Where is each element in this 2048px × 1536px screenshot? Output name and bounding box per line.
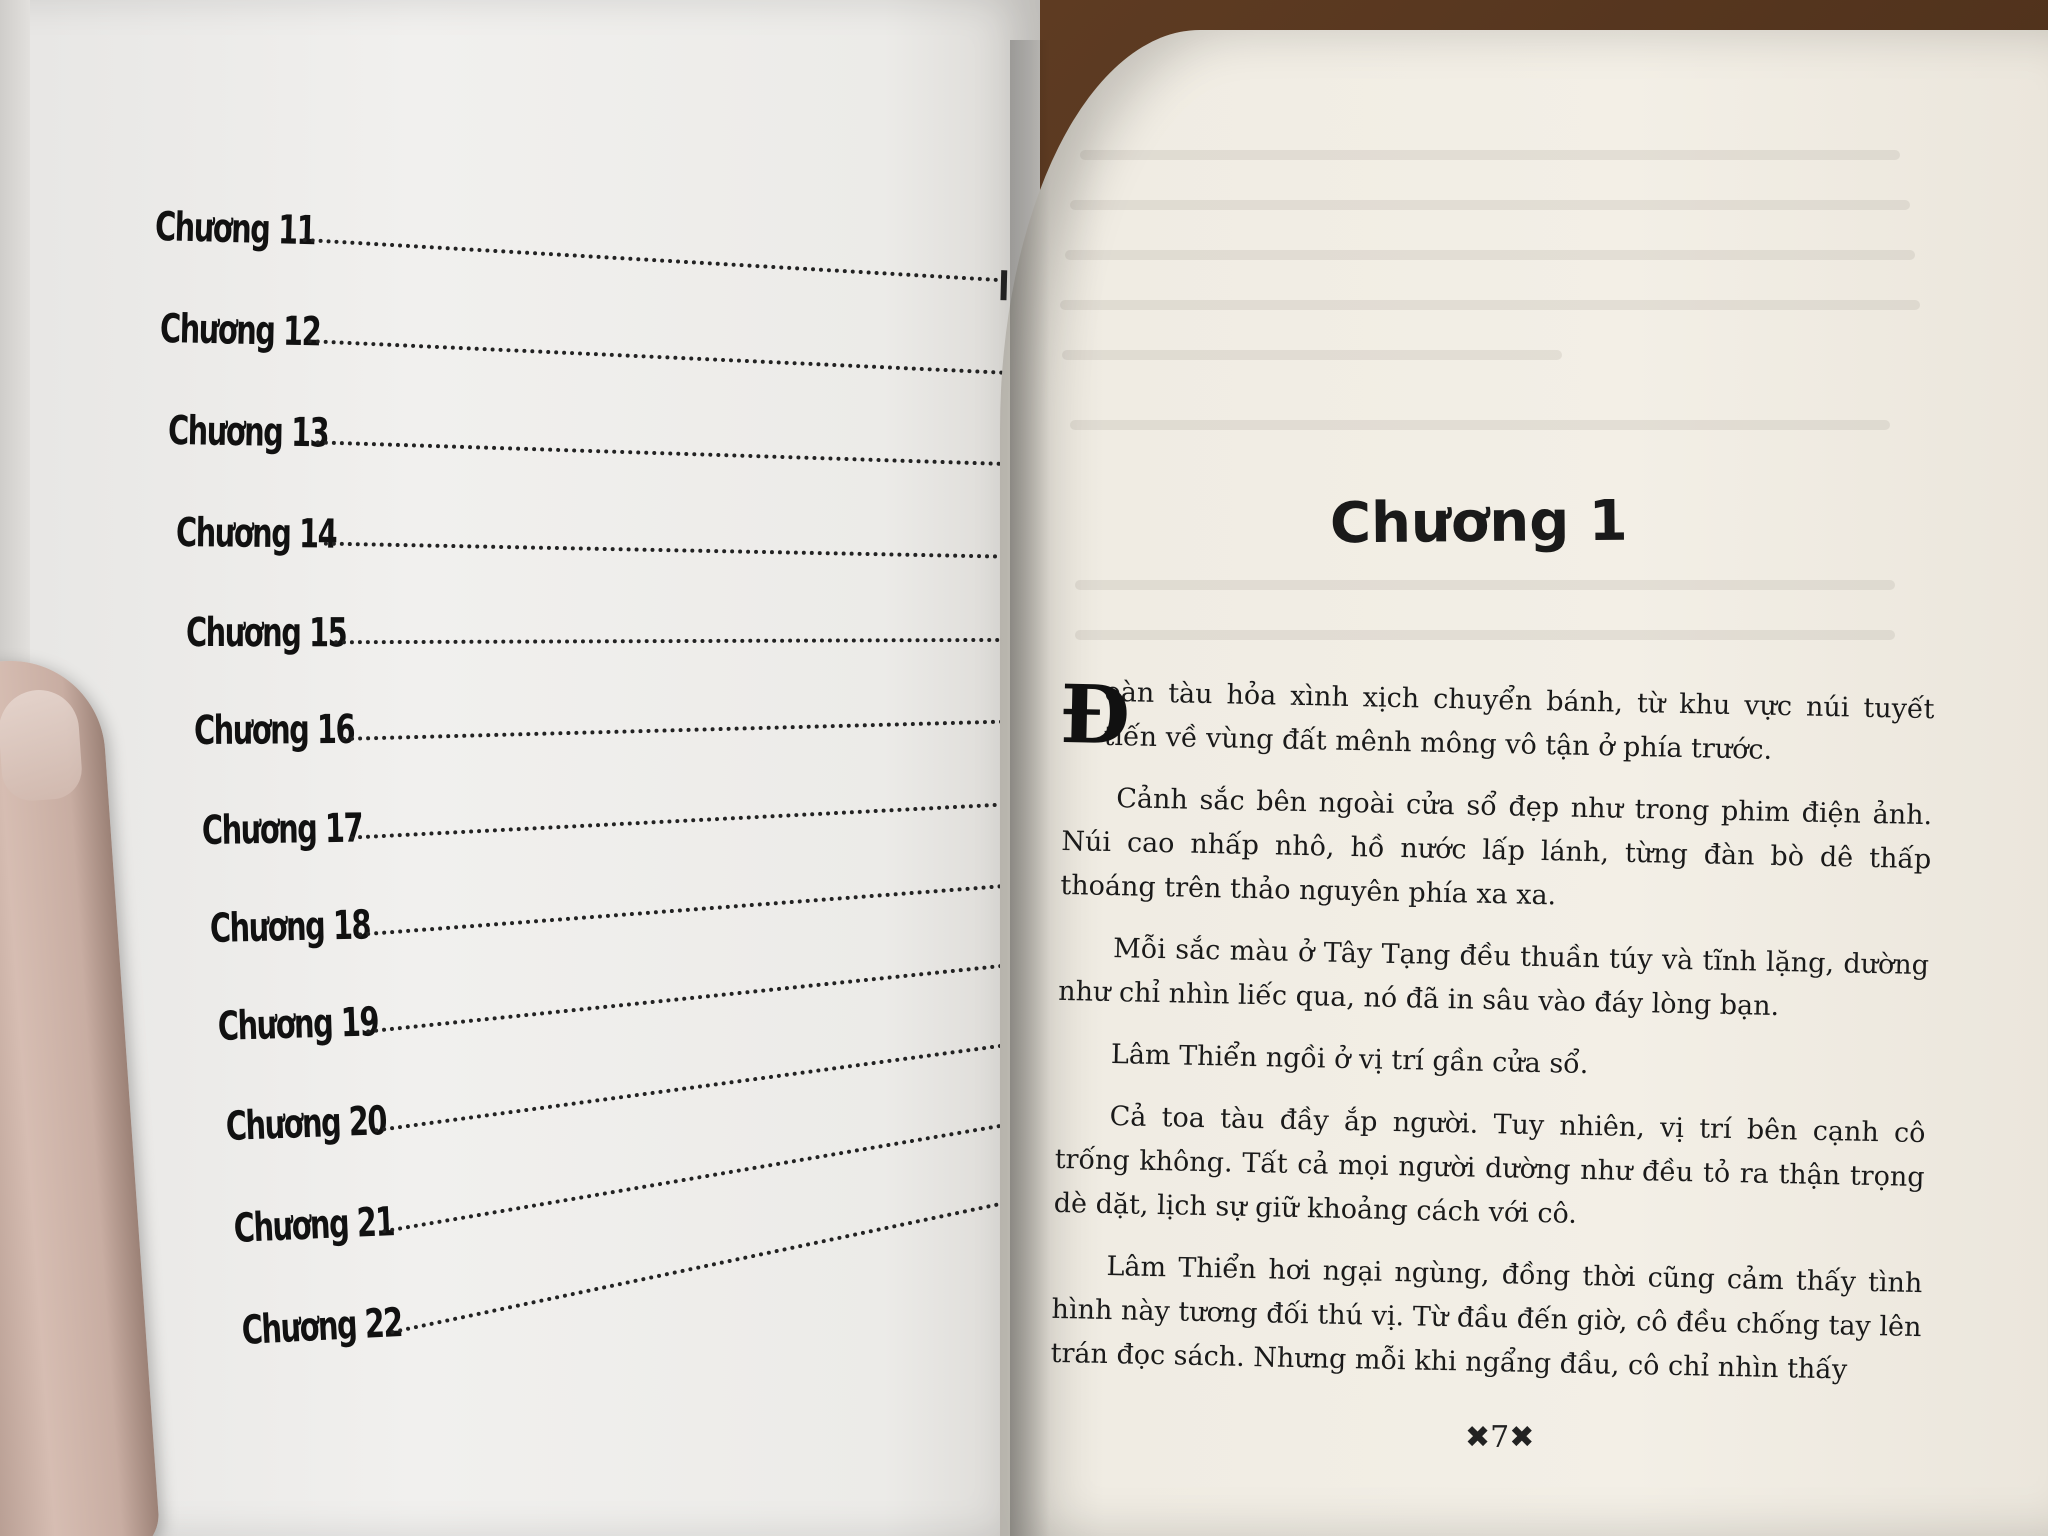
toc-page-number [1000,270,1007,300]
toc-dotted-leader [342,719,1020,741]
toc-label: Chương 12 [159,306,321,356]
paragraph: Mỗi sắc màu ở Tây Tạng đều thuần túy và tĩnh lặng, dường như chỉ nhìn liếc qua, nó đã in sâu vào đáy lòng bạn. [1057,933,1930,1023]
bleed-through-text [1070,200,1910,210]
toc-label: Chương 14 [175,510,337,558]
toc-entry-19 [217,966,1031,1070]
toc-dotted-leader [303,238,999,282]
bleed-through-text [1070,420,1890,430]
toc-label: Chương 21 [232,1199,395,1252]
toc-entry-12 [159,292,1005,390]
toc-dotted-leader [334,638,1016,644]
toc-label: Chương 13 [167,408,329,457]
toc-entry-21 [232,1157,1035,1272]
toc-dotted-leader [316,440,1010,466]
toc-dotted-leader [366,961,1027,1033]
toc-entry-22 [240,1254,1037,1374]
paragraph: Cảnh sắc bên ngoài cửa sổ đẹp như trong phim điện ảnh. Núi cao nhấp nhô, hồ nước lấp lánh, từng đàn bò dê thấp thoáng trên thảo nguyên phía xa xa. [1060,783,1933,912]
toc-label: Chương 20 [225,1098,387,1150]
toc-entry-20 [225,1060,1033,1169]
toc-entry-14 [176,496,1015,585]
paragraph: Cả toa tàu đầy ắp người. Tuy nhiên, vị trí bên cạnh cô trống không. Tất cả mọi người dường như đều tỏ ra thận trọng dè dặt, lịch sự giữ khoảng cách với cô. [1053,1101,1926,1230]
toc-entry-18 [209,873,1029,972]
toc-entry-11 [154,190,1001,292]
toc-entry-13 [167,394,1010,487]
toc-label: Chương 11 [154,204,316,255]
toc-dotted-leader [308,339,1004,375]
chapter-title: Chương 1 [1329,488,1628,557]
bleed-through-text [1062,350,1562,360]
toc-label: Chương 17 [201,805,363,854]
toc-label: Chương 16 [193,706,355,754]
paragraph: Lâm Thiển hơi ngại ngùng, đồng thời cũng cảm thấy tình hình này tương đối thú vị. Từ đầu đến giờ, cô đều chống tay lên trán đọc sách. Nhưng mỗi khi ngẩng đầu, cô chỉ nhìn thấy [1050,1251,1923,1386]
bleed-through-text [1080,150,1900,160]
bleed-through-text [1065,250,1915,260]
toc-label: Chương 18 [209,902,371,952]
bleed-through-text [1075,580,1895,590]
drop-cap: Đ [1059,666,1131,763]
toc-entry-17 [201,781,1022,874]
paragraph [1059,666,1935,776]
page-number: ✖7✖ [1465,1420,1535,1455]
chapter-body [1050,666,1935,1412]
toc-label: Chương 19 [217,999,379,1050]
toc-label: Chương 22 [240,1299,404,1354]
toc-entry-15 [186,596,1016,677]
toc-label: Chương 15 [185,610,347,657]
paragraph: Lâm Thiển ngồi ở vị trí gần cửa sổ. [1110,1039,1589,1081]
bleed-through-text [1060,300,1920,310]
toc-dotted-leader [324,542,1014,559]
bleed-through-text [1075,630,1895,640]
toc-dotted-leader [358,882,1026,936]
toc-entry-16 [194,688,1021,774]
book-gutter-shadow [1010,40,1050,1536]
paragraph-text: oàn tàu hỏa xình xịch chuyển bánh, từ khu vực núi tuyết tiến về vùng đất mênh mông vô tận ở phía trước. [1103,676,1935,766]
toc-dotted-leader [350,802,1021,840]
